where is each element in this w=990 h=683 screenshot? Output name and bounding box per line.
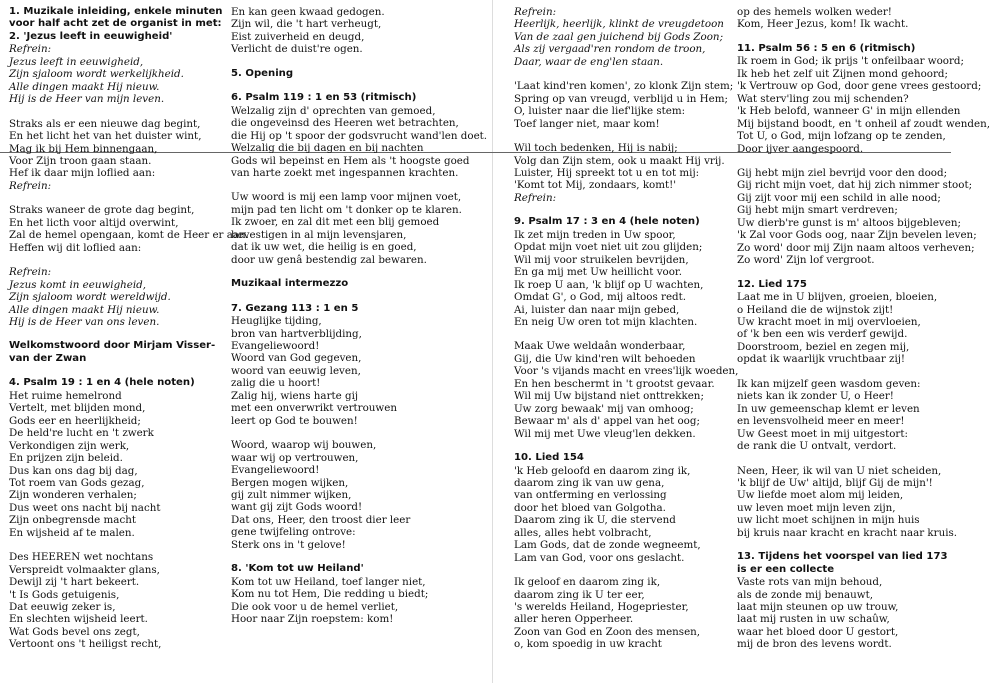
section-heading: 6. Psalm 119 : 1 en 53 (ritmisch) — [231, 92, 417, 104]
refrain-line: Zijn sjaloom wordt werkelijkheid. — [9, 68, 184, 81]
lyric-line: Gij zijt voor mij een schild in alle nood; — [737, 191, 941, 204]
spacer — [231, 56, 469, 68]
lyric-line: Verspreidt volmaakter glans, — [9, 563, 160, 576]
spacer — [514, 68, 736, 80]
section-heading: 8. 'Kom tot uw Heiland' — [231, 563, 364, 575]
lyric-line: Sterk ons in 't gelove! — [231, 538, 346, 551]
refrain-line: Jezus leeft in eeuwigheid, — [9, 55, 144, 68]
spacer — [514, 564, 736, 576]
spacer — [9, 254, 231, 266]
lyric-line: Uw Geest moet in mij uitgestort: — [737, 427, 908, 440]
lyric-line: Daarom zing ik U, die stervend — [514, 514, 676, 527]
lyric-line: Neen, Heer, ik wil van U niet scheiden, — [737, 464, 942, 477]
section-heading: 9. Psalm 17 : 3 en 4 (hele noten) — [514, 216, 700, 228]
lyric-line: Dewijl zij 't hart bekeert. — [9, 576, 140, 589]
lyric-line: Omdat G', o God, mij altoos redt. — [514, 291, 687, 304]
lyric-line: 'k Zal voor Gods oog, naar Zijn bevelen leven; — [737, 229, 977, 242]
lyric-line: Eist zuiverheid en deugd, — [231, 30, 365, 43]
lyric-line: die Hij op 't spoor der godsvrucht wand'len doet. — [231, 129, 488, 142]
lyric-line: Heuglijke tijding, — [231, 315, 322, 328]
refrain-line: Refrein: — [9, 179, 52, 192]
lyric-line: Gods eer en heerlijkheid; — [9, 414, 141, 427]
lyric-line: Dus kan ons dag bij dag, — [9, 464, 138, 477]
lyric-line: Kom tot uw Heiland, toef langer niet, — [231, 575, 426, 588]
lyric-line: Tot roem van Gods gezag, — [9, 476, 145, 489]
section-heading: 2. 'Jezus leeft in eeuwigheid' — [9, 30, 173, 42]
lyric-line: Heffen wij dit loflied aan: — [9, 241, 142, 254]
column-3 — [514, 6, 739, 651]
lyric-line: O, luister naar die lief'lijke stem: — [514, 105, 686, 118]
lyric-line: Gij hebt mijn smart verdreven; — [737, 204, 898, 217]
section-heading: 12. Lied 175 — [737, 278, 807, 290]
lyric-line: gene twijfeling ontrove: — [231, 526, 356, 539]
spacer — [514, 328, 736, 340]
lyric-line: bron van hartverblijding, — [231, 327, 362, 340]
lyric-line: Kom, Heer Jezus, kom! Ik wacht. — [737, 18, 909, 31]
lyric-line: Hoor naar Zijn roepstem: kom! — [231, 613, 394, 626]
lyric-line: Uw dierb're gunst is m' altoos bijgebleven; — [737, 216, 961, 229]
lyric-line: En neig Uw oren tot mijn klachten. — [514, 315, 698, 328]
lyric-line: o Heiland die de wijnstok zijt! — [737, 303, 894, 316]
lyric-line: de rank die U ontvalt, verdort. — [737, 440, 897, 453]
lyric-line: En prijzen zijn beleid. — [9, 452, 123, 465]
spacer — [514, 204, 736, 216]
lyric-line: Woord van God gegeven, — [231, 352, 362, 365]
lyric-line: Straks als er een nieuwe dag begint, — [9, 117, 201, 130]
lyric-line: Bergen mogen wijken, — [231, 476, 349, 489]
lyric-line: En het licth voor altijd overwint, — [9, 216, 179, 229]
spacer — [231, 291, 469, 303]
lyric-line: En kan geen kwaad gedogen. — [231, 6, 385, 18]
refrain-line: Refrein: — [514, 6, 557, 18]
lyric-line: daarom zing ik U ter eer, — [514, 588, 645, 601]
section-heading: 10. Lied 154 — [514, 452, 584, 464]
lyric-line: die ongeveinsd des Heeren wet betrachten, — [231, 117, 459, 130]
lyric-line: Mij bijstand boodt, en 't onheil af zoudt wenden, — [737, 117, 990, 130]
lyric-line: Toef langer niet, maar kom! — [514, 117, 660, 130]
lyric-line: Tot U, o God, mijn lofzang op te zenden, — [737, 130, 946, 143]
lyric-line: 's werelds Heiland, Hogepriester, — [514, 601, 689, 614]
refrain-line: Refrein: — [9, 43, 52, 56]
lyric-line: En wijsheid af te malen. — [9, 526, 135, 539]
lyric-line: zalig die u hoort! — [231, 377, 321, 390]
lyric-line: daarom zing ik van uw gena, — [514, 476, 665, 489]
lyric-line: In uw gemeenschap klemt er leven — [737, 402, 920, 415]
lyric-line: als de zonde mij benauwt, — [737, 588, 873, 601]
lyric-line: Kom nu tot Hem, Die redding u biedt; — [231, 588, 429, 601]
lyric-line: 'Komt tot Mij, zondaars, komt!' — [514, 179, 677, 192]
lyric-line: Voor Zijn troon gaan staan. — [9, 154, 152, 167]
spacer — [9, 328, 231, 340]
lyric-line: En ga mij met Uw heillicht voor. — [514, 266, 682, 279]
lyric-line: door het bloed van Golgotha. — [514, 501, 666, 514]
lyric-line: 'k Vertrouw op God, door gene vrees gestoord; — [737, 80, 982, 93]
section-heading: 7. Gezang 113 : 1 en 5 — [231, 302, 359, 314]
section-heading: 4. Psalm 19 : 1 en 4 (hele noten) — [9, 377, 195, 389]
lyric-line: Zijn wil, die 't hart verheugt, — [231, 18, 382, 31]
lyric-line: Welzalig zijn d' oprechten van gemoed, — [231, 104, 436, 117]
lyric-line: Dat eeuwig zeker is, — [9, 601, 116, 614]
spacer — [231, 551, 469, 563]
spacer — [737, 453, 949, 465]
refrain-line: Hij is de Heer van ons leven. — [9, 315, 160, 328]
refrain-line: Alle dingen maakt Hij nieuw. — [9, 80, 160, 93]
lyric-line: leert op God te bouwen! — [231, 414, 358, 427]
lyric-line: gij zult nimmer wijken, — [231, 488, 352, 501]
lyric-line: Ik kan mijzelf geen wasdom geven: — [737, 377, 921, 390]
lyric-line: Ik heb het zelf uit Zijnen mond gehoord; — [737, 67, 948, 80]
lyric-line: woord van eeuwig leven, — [231, 364, 361, 377]
lyric-line: aller heren Opperheer. — [514, 613, 634, 626]
lyric-line: Wil toch bedenken, Hij is nabij; — [514, 142, 678, 155]
lyric-line: Die ook voor u de hemel verliet, — [231, 600, 399, 613]
lyric-line: Zalig hij, wiens harte gij — [231, 389, 359, 402]
lyric-line: Gods wil bepeinst en Hem als 't hoogste goed — [231, 154, 470, 167]
lyric-line: Laat me in U blijven, groeien, bloeien, — [737, 291, 938, 304]
lyric-line: Vertoont ons 't heiligst recht, — [9, 638, 162, 651]
lyric-line: uw licht moet schijnen in mijn huis — [737, 514, 920, 527]
column-1 — [9, 6, 249, 651]
section-heading: 11. Psalm 56 : 5 en 6 (ritmisch) — [737, 42, 916, 54]
refrain-line: Refrein: — [514, 191, 557, 204]
refrain-line: Zijn sjaloom wordt wereldwijd. — [9, 291, 171, 304]
lyric-line: Wil mij voor struikelen bevrijden, — [514, 253, 689, 266]
section-heading: Welkomstwoord door Mirjam Visser-van der Zwan — [9, 340, 216, 364]
lyric-line: Zijn onbegrensde macht — [9, 514, 136, 527]
lyric-line: Wil mij Uw bijstand niet onttrekken; — [514, 390, 704, 403]
section-heading: 1. Muzikale inleiding, enkele minuten voor half acht zet de organist in met: — [9, 6, 223, 30]
lyric-line: Gij hebt mijn ziel bevrijd voor den dood; — [737, 166, 948, 179]
lyric-line: Wat Gods bevel ons zegt, — [9, 625, 140, 638]
spacer — [9, 106, 231, 118]
lyric-line: Zoon van God en Zoon des mensen, — [514, 625, 701, 638]
lyric-line: Vaste rots van mijn behoud, — [737, 576, 883, 589]
lyric-line: Gij richt mijn voet, dat hij zich nimmer stoot; — [737, 179, 973, 192]
refrain-line: Refrein: — [9, 266, 52, 279]
lyric-line: 'k blijf de Uw' altijd, blijf Gij de mijn'! — [737, 476, 933, 489]
lyric-line: op des hemels wolken weder! — [737, 6, 892, 18]
lyric-line: opdat ik waarlijk vruchtbaar zij! — [737, 353, 906, 366]
lyric-line: Uw liefde moet alom mij leiden, — [737, 489, 904, 502]
lyric-line: Spring op van vreugd, verblijd u in Hem; — [514, 92, 728, 105]
lyric-line: Het ruime hemelrond — [9, 389, 122, 402]
lyric-line: o, kom spoedig in uw kracht — [514, 638, 662, 651]
lyric-line: Zal de hemel opengaan, komt de Heer er aan. — [9, 229, 249, 242]
lyric-line: alles, alles hebt volbracht, — [514, 526, 652, 539]
lyric-line: Vertelt, met blijden mond, — [9, 402, 146, 415]
spacer — [231, 266, 469, 278]
refrain-line: Alle dingen maakt Hij nieuw. — [9, 303, 160, 316]
refrain-line: Van de zaal gen juichend bij Gods Zoon; — [514, 30, 724, 43]
lyric-line: Welzalig die bij dagen en bij nachten — [231, 142, 424, 155]
lyric-line: De held're lucht en 't zwerk — [9, 427, 154, 440]
lyric-line: Verkondigen zijn werk, — [9, 439, 130, 452]
spacer — [737, 31, 949, 43]
lyric-line: Luister, Hij spreekt tot u en tot mij: — [514, 166, 700, 179]
lyric-line: Lam Gods, dat de zonde wegneemt, — [514, 539, 701, 552]
spacer — [737, 155, 949, 167]
lyric-line: Ik roem in God; ik prijs 't onfeilbaar woord; — [737, 55, 964, 68]
lyric-line: waar het bloed door U gestort, — [737, 625, 899, 638]
lyric-line: Maak Uwe weldaân wonderbaar, — [514, 340, 686, 353]
lyric-line: Zo word' door mij Zijn naam altoos verheven; — [737, 241, 975, 254]
spacer — [9, 192, 231, 204]
section-heading: 5. Opening — [231, 67, 294, 79]
lyric-line: Bewaar m' als d' appel van het oog; — [514, 415, 700, 428]
spacer — [231, 427, 469, 439]
lyric-line: Wat sterv'ling zou mij schenden? — [737, 92, 909, 105]
lyric-line: met een onverwrikt vertrouwen — [231, 402, 397, 415]
lyric-line: Gij, die Uw kind'ren wilt behoeden — [514, 352, 696, 365]
lyric-line: want gij zijt Gods woord! — [231, 501, 363, 514]
lyric-line: Ik roep U aan, 'k blijf op U wachten, — [514, 278, 704, 291]
lyric-line: 'Laat kind'ren komen', zo klonk Zijn stem; — [514, 80, 734, 93]
lyric-line: Evangeliewoord! — [231, 464, 320, 477]
lyric-line: Volg dan Zijn stem, ook u maakt Hij vrij. — [514, 154, 725, 167]
lyric-line: mij de bron des levens wordt. — [737, 638, 892, 651]
lyric-line: niets kan ik zonder U, o Heer! — [737, 390, 894, 403]
lyric-line: Mag ik bij Hem binnengaan, — [9, 142, 158, 155]
lyric-line: 't Is Gods getuigenis, — [9, 588, 120, 601]
page-fold-line — [492, 0, 493, 683]
lyric-line: van harte zoekt met ingespannen krachten. — [231, 166, 459, 179]
lyric-line: bij kruis naar kracht en kracht naar kruis. — [737, 526, 958, 539]
lyric-line: bevestigen in al mijn levensjaren, — [231, 228, 407, 241]
lyric-line: Straks waneer de grote dag begint, — [9, 204, 195, 217]
spacer — [737, 366, 949, 378]
lyric-line: En het licht het van het duister wint, — [9, 130, 202, 143]
lyric-line: dat ik uw wet, die heilig is en goed, — [231, 241, 417, 254]
lyric-line: 'k Heb geloofd en daarom zing ik, — [514, 464, 691, 477]
lyric-line: laat mij rusten in uw schaûw, — [737, 613, 890, 626]
lyric-line: Dat ons, Heer, den troost dier leer — [231, 513, 411, 526]
lyric-line: uw leven moet mijn leven zijn, — [737, 501, 896, 514]
lyric-line: waar wij op vertrouwen, — [231, 451, 359, 464]
lyric-line: Dus weet ons nacht bij nacht — [9, 501, 161, 514]
section-heading: 13. Tijdens het voorspel van lied 173 is er een collecte — [737, 551, 948, 575]
lyric-line: Zijn wonderen verhalen; — [9, 489, 137, 502]
lyric-line: Evangeliewoord! — [231, 339, 320, 352]
column-2 — [231, 6, 488, 626]
lyric-line: 'k Heb belofd, wanneer G' in mijn ellenden — [737, 105, 961, 118]
lyric-line: Hef ik daar mijn loflied aan: — [9, 167, 156, 180]
lyric-line: En hen beschermt in 't grootst gevaar. — [514, 377, 715, 390]
lyric-line: mijn pad ten licht om 't donker op te klaren. — [231, 203, 462, 216]
spacer — [737, 267, 949, 279]
section-heading: Muzikaal intermezzo — [231, 278, 349, 290]
refrain-line: Heerlijk, heerlijk, klinkt de vreugdetoon — [514, 18, 724, 31]
lyric-line: van ontferming en verlossing — [514, 489, 667, 502]
lyric-line: Ik geloof en daarom zing ik, — [514, 576, 661, 589]
lyric-line: en levensvolheid meer en meer! — [737, 415, 905, 428]
lyric-line: Des HEEREN wet nochtans — [9, 551, 154, 564]
lyric-line: Voor 's vijands macht en vrees'lijk woeden, — [514, 365, 739, 378]
refrain-line: Als zij vergaad'ren rondom de troon, — [514, 43, 706, 56]
lyric-line: Ik zet mijn treden in Uw spoor, — [514, 228, 676, 241]
lyric-line: Ik zwoer, en zal dit met een blij gemoed — [231, 216, 440, 229]
lyric-line: Opdat mijn voet niet uit zou glijden; — [514, 241, 703, 254]
refrain-line: Daar, waar de eng'len staan. — [514, 55, 664, 68]
lyric-line: En slechten wijsheid leert. — [9, 613, 148, 626]
lyric-line: Woord, waarop wij bouwen, — [231, 439, 377, 452]
lyric-line: Zo word' Zijn lof vergroot. — [737, 254, 875, 267]
spacer — [514, 440, 736, 452]
refrain-line: Jezus komt in eeuwigheid, — [9, 278, 147, 291]
spacer — [9, 365, 231, 377]
lyric-line: Uw woord is mij een lamp voor mijnen voet, — [231, 191, 462, 204]
refrain-line: Hij is de Heer van mijn leven. — [9, 93, 165, 106]
spacer — [9, 539, 231, 551]
lyric-line: of 'k ben een wis verderf gewijd. — [737, 328, 908, 341]
lyric-line: Uw zorg bewaak' mij van omhoog; — [514, 402, 694, 415]
spacer — [231, 80, 469, 92]
lyric-line: Doorstroom, beziel en zegen mij, — [737, 340, 910, 353]
spacer — [231, 179, 469, 191]
lyric-line: Uw kracht moet in mij overvloeien, — [737, 315, 921, 328]
lyric-line: Wil mij met Uwe vleug'len dekken. — [514, 427, 696, 440]
column-4 — [737, 6, 990, 651]
spacer — [737, 539, 949, 551]
spacer — [514, 130, 736, 142]
lyric-line: Verlicht de duist're ogen. — [231, 43, 363, 56]
lyric-line: laat mijn steunen op uw trouw, — [737, 601, 899, 614]
lyric-line: door uw genâ bestendig zal bewaren. — [231, 253, 427, 266]
lyric-line: Lam van God, voor ons geslacht. — [514, 551, 685, 564]
lyric-line: Ai, luister dan naar mijn gebed, — [514, 303, 680, 316]
lyric-line: Door ijver aangespoord. — [737, 142, 864, 155]
